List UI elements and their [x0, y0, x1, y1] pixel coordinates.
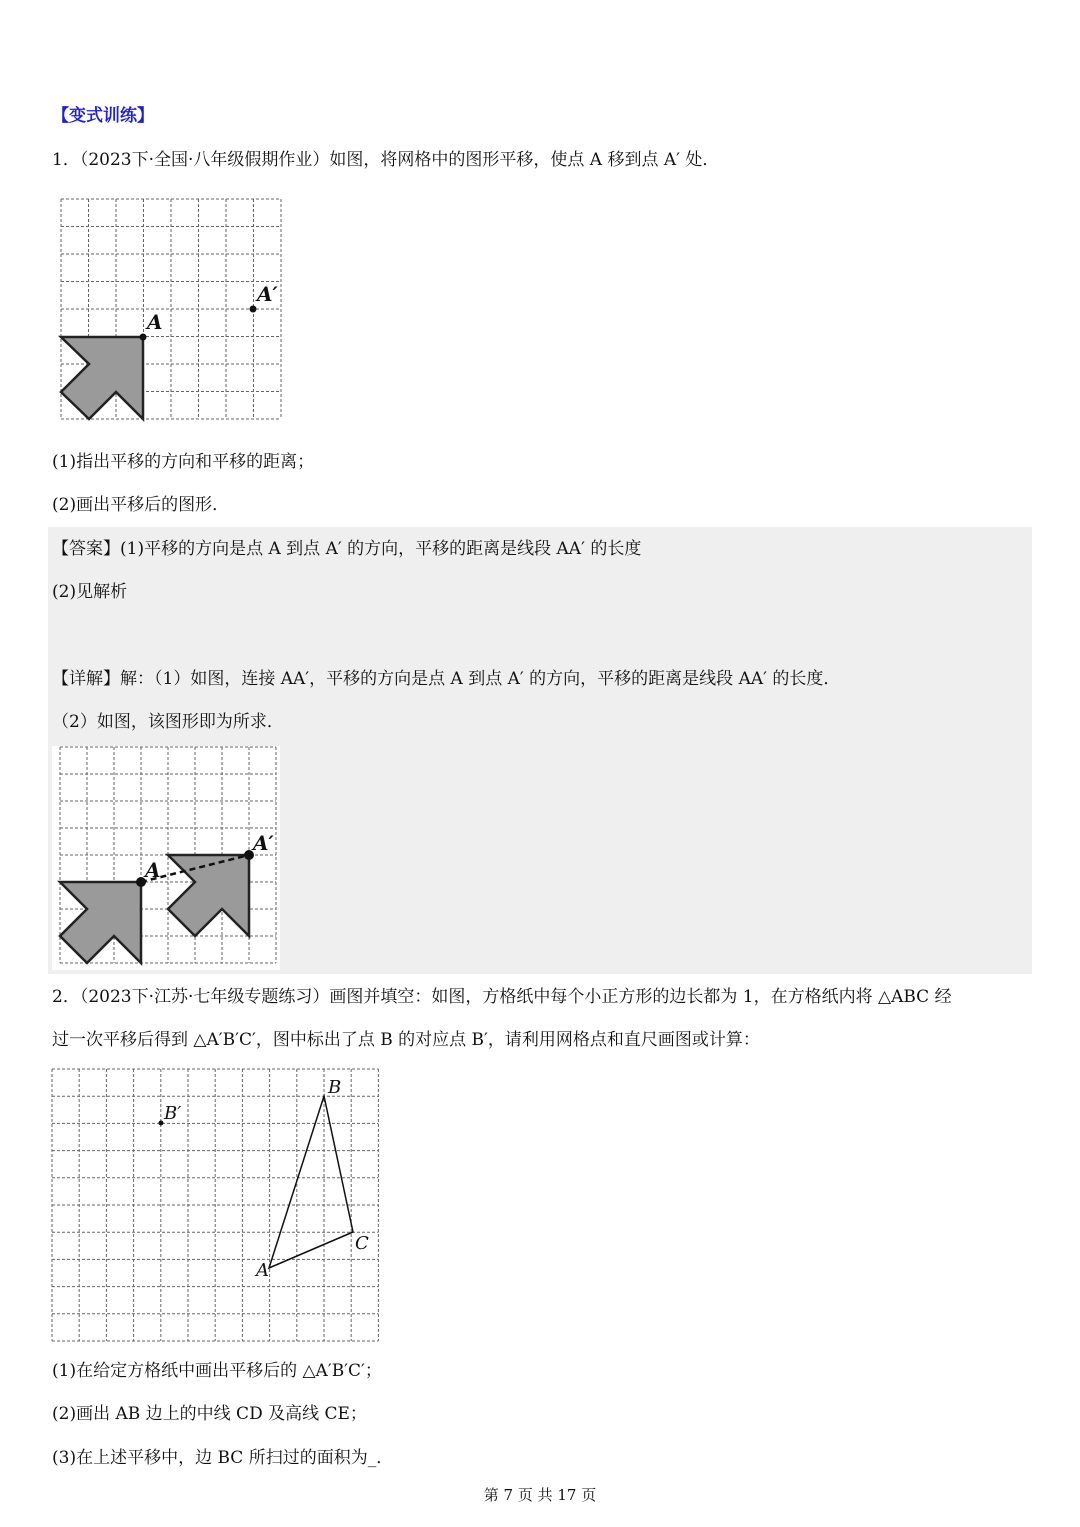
q1-original-shape [61, 337, 143, 419]
q1-point-a [140, 334, 147, 341]
q1-stem: 1．（2023下·全国·八年级假期作业）如图，将网格中的图形平移，使点 A 移到点 A′ 处． [52, 150, 720, 170]
q2-label-b-prime: B′ [164, 1103, 182, 1124]
q2-grid-figure [52, 1069, 382, 1341]
section-title: 【变式训练】 [52, 106, 154, 126]
q1-solution-label-a-prime: A′ [253, 831, 274, 855]
q1-label-a: A [147, 310, 163, 334]
q1-detail-line2: （2）如图，该图形即为所求． [52, 712, 284, 732]
q1-grid-figure [61, 199, 283, 421]
q1-solution-label-a: A [145, 858, 161, 882]
q1-solution-figure [52, 746, 280, 970]
q2-stem-line1: 2．（2023下·江苏·七年级专题练习）画图并填空：如图，方格纸中每个小正方形的边长都为 1，在方格纸内将 △ABC 经 [52, 987, 952, 1007]
q2-sub3: (3)在上述平移中，边 BC 所扫过的面积为_． [52, 1448, 394, 1468]
q1-sub2: (2)画出平移后的图形． [52, 495, 230, 515]
q1-answer-line1: 【答案】(1)平移的方向是点 A 到点 A′ 的方向，平移的距离是线段 AA′ 的长度 [52, 539, 642, 559]
q2-sub2: (2)画出 AB 边上的中线 CD 及高线 CE； [52, 1404, 367, 1424]
q1-sub1: (1)指出平移的方向和平移的距离； [52, 452, 315, 472]
q2-sub1: (1)在给定方格纸中画出平移后的 △A′B′C′； [52, 1361, 382, 1381]
q1-answer-line2: (2)见解析 [52, 582, 128, 602]
q2-point-b-prime [159, 1121, 164, 1126]
q1-label-a-prime: A′ [257, 282, 278, 306]
q2-stem-line2: 过一次平移后得到 △A′B′C′，图中标出了点 B 的对应点 B′，请利用网格点和直尺画图或计算： [52, 1030, 760, 1050]
q1-detail-line1: 【详解】解：（1）如图，连接 AA′，平移的方向是点 A 到点 A′ 的方向，平移的距离是线段 AA′ 的长度． [52, 669, 841, 689]
triangle-abc [269, 1096, 353, 1268]
q1-point-a-prime [250, 306, 257, 313]
q2-label-b: B [328, 1077, 342, 1098]
page-footer: 第 7 页 共 17 页 [483, 1486, 597, 1504]
q2-label-c: C [355, 1233, 369, 1254]
q2-label-a: A [256, 1260, 269, 1281]
